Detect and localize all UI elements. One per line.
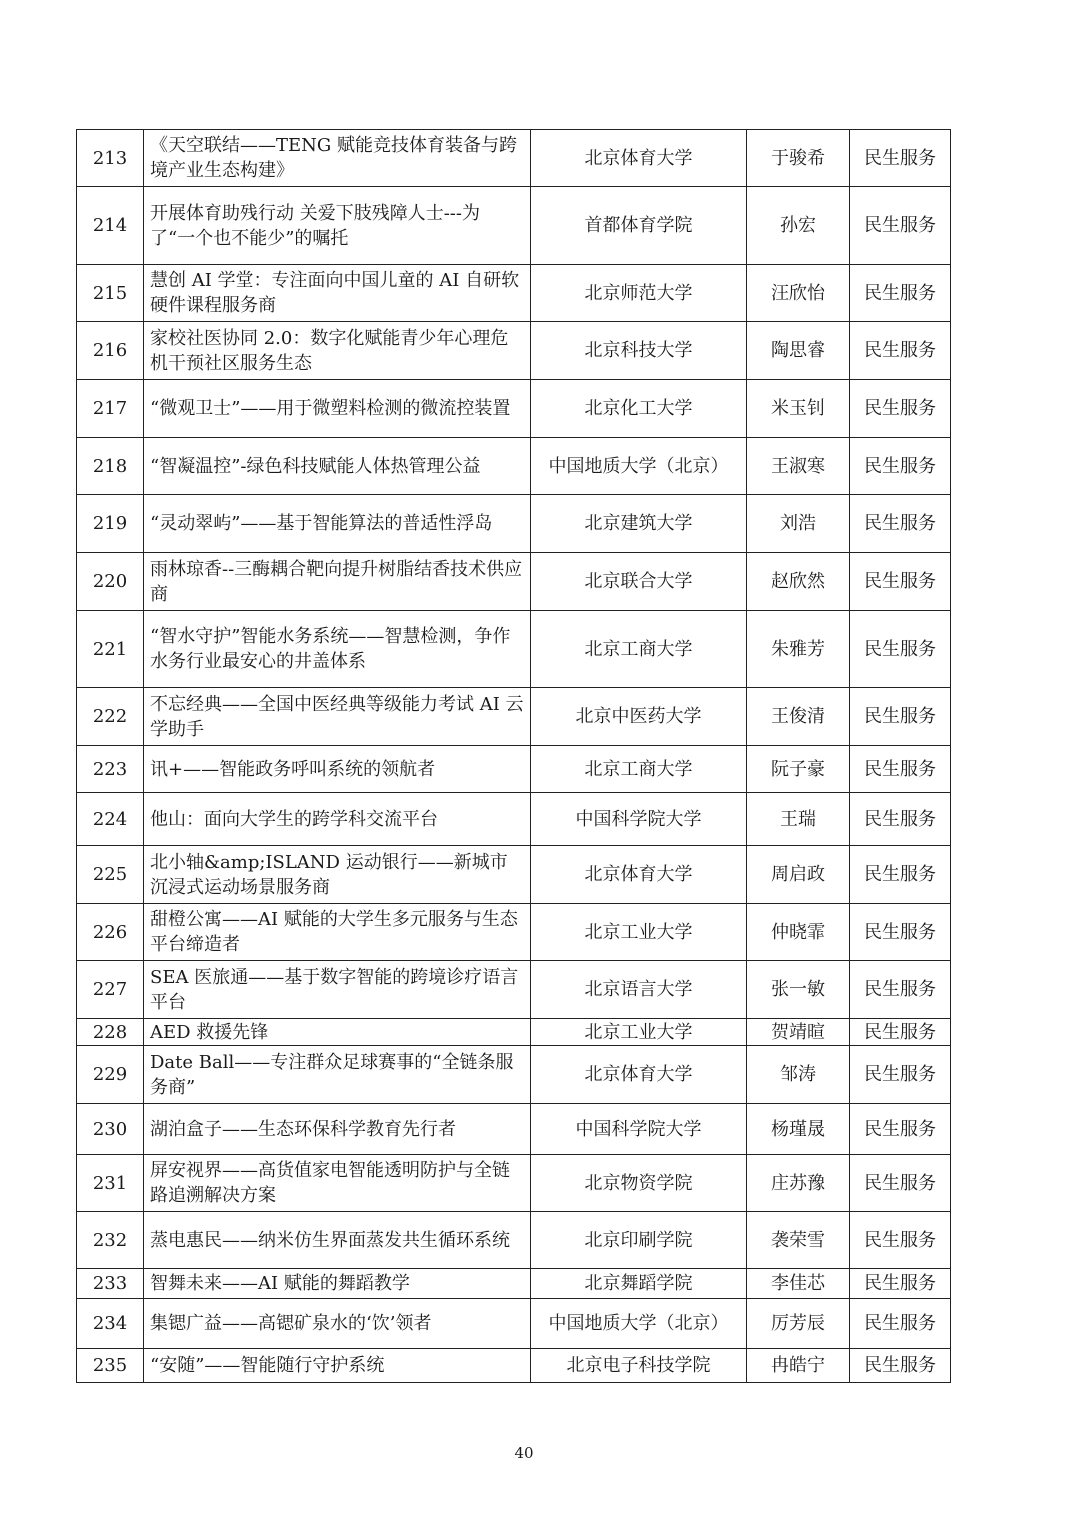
school-name: 北京电子科技学院	[531, 1349, 747, 1383]
category-label: 民生服务	[850, 611, 951, 688]
leader-name: 李佳芯	[747, 1269, 850, 1299]
row-number: 227	[77, 961, 144, 1019]
school-name: 中国地质大学（北京）	[531, 1299, 747, 1349]
project-name: 家校社医协同 2.0：数字化赋能青少年心理危机干预社区服务生态	[144, 322, 531, 380]
school-name: 北京物资学院	[531, 1155, 747, 1212]
category-label: 民生服务	[850, 1212, 951, 1269]
category-label: 民生服务	[850, 1104, 951, 1155]
project-name: 北小轴&amp;ISLAND 运动银行——新城市沉浸式运动场景服务商	[144, 846, 531, 904]
category-label: 民生服务	[850, 688, 951, 746]
leader-name: 厉芳辰	[747, 1299, 850, 1349]
project-name: “智凝温控”-绿色科技赋能人体热管理公益	[144, 438, 531, 495]
leader-name: 贺靖暄	[747, 1019, 850, 1046]
category-label: 民生服务	[850, 961, 951, 1019]
table-row	[77, 265, 951, 322]
school-name: 中国科学院大学	[531, 793, 747, 846]
project-name: AED 救援先锋	[144, 1019, 531, 1046]
project-name: 湖泊盒子——生态环保科学教育先行者	[144, 1104, 531, 1155]
project-name: SEA 医旅通——基于数字智能的跨境诊疗语言平台	[144, 961, 531, 1019]
table-row	[77, 1155, 951, 1212]
row-number: 218	[77, 438, 144, 495]
table-row	[77, 438, 951, 495]
project-name: 开展体育助残行动 关爱下肢残障人士---为了“一个也不能少”的嘱托	[144, 187, 531, 265]
row-number: 213	[77, 130, 144, 187]
row-number: 228	[77, 1019, 144, 1046]
leader-name: 仲晓霏	[747, 904, 850, 961]
leader-name: 孙宏	[747, 187, 850, 265]
leader-name: 张一敏	[747, 961, 850, 1019]
category-label: 民生服务	[850, 187, 951, 265]
school-name: 首都体育学院	[531, 187, 747, 265]
project-name: 屏安视界——高货值家电智能透明防护与全链路追溯解决方案	[144, 1155, 531, 1212]
category-label: 民生服务	[850, 746, 951, 793]
school-name: 北京联合大学	[531, 553, 747, 611]
row-number: 217	[77, 380, 144, 438]
table-row	[77, 688, 951, 746]
category-label: 民生服务	[850, 553, 951, 611]
school-name: 北京印刷学院	[531, 1212, 747, 1269]
table-row	[77, 495, 951, 553]
project-name: “灵动翠屿”——基于智能算法的普适性浮岛	[144, 495, 531, 553]
project-name: 雨林琼香--三酶耦合靶向提升树脂结香技术供应商	[144, 553, 531, 611]
school-name: 中国地质大学（北京）	[531, 438, 747, 495]
table-row	[77, 130, 951, 187]
leader-name: 阮子豪	[747, 746, 850, 793]
category-label: 民生服务	[850, 495, 951, 553]
project-name: 慧创 AI 学堂：专注面向中国儿童的 AI 自研软硬件课程服务商	[144, 265, 531, 322]
school-name: 北京工商大学	[531, 611, 747, 688]
row-number: 221	[77, 611, 144, 688]
table-row	[77, 1046, 951, 1104]
row-number: 231	[77, 1155, 144, 1212]
school-name: 北京师范大学	[531, 265, 747, 322]
row-number: 226	[77, 904, 144, 961]
leader-name: 周启政	[747, 846, 850, 904]
row-number: 234	[77, 1299, 144, 1349]
project-name: 集锶广益——高锶矿泉水的‘饮’领者	[144, 1299, 531, 1349]
row-number: 225	[77, 846, 144, 904]
project-name: “安随”——智能随行守护系统	[144, 1349, 531, 1383]
row-number: 232	[77, 1212, 144, 1269]
table-row	[77, 1212, 951, 1269]
leader-name: 米玉钊	[747, 380, 850, 438]
table-row	[77, 961, 951, 1019]
row-number: 215	[77, 265, 144, 322]
category-label: 民生服务	[850, 322, 951, 380]
category-label: 民生服务	[850, 793, 951, 846]
school-name: 中国科学院大学	[531, 1104, 747, 1155]
project-name: 智舞未来——AI 赋能的舞蹈教学	[144, 1269, 531, 1299]
category-label: 民生服务	[850, 380, 951, 438]
table-row	[77, 904, 951, 961]
table-row	[77, 846, 951, 904]
category-label: 民生服务	[850, 1046, 951, 1104]
row-number: 230	[77, 1104, 144, 1155]
leader-name: 邹涛	[747, 1046, 850, 1104]
leader-name: 王俊清	[747, 688, 850, 746]
leader-name: 陶思睿	[747, 322, 850, 380]
category-label: 民生服务	[850, 265, 951, 322]
project-table-body	[77, 130, 951, 1383]
project-name: 蒸电惠民——纳米仿生界面蒸发共生循环系统	[144, 1212, 531, 1269]
project-name: 讯+——智能政务呼叫系统的领航者	[144, 746, 531, 793]
school-name: 北京工商大学	[531, 746, 747, 793]
leader-name: 汪欣怡	[747, 265, 850, 322]
school-name: 北京中医药大学	[531, 688, 747, 746]
school-name: 北京工业大学	[531, 1019, 747, 1046]
leader-name: 朱雅芳	[747, 611, 850, 688]
category-label: 民生服务	[850, 1019, 951, 1046]
table-row	[77, 1269, 951, 1299]
row-number: 229	[77, 1046, 144, 1104]
leader-name: 杨瑾晟	[747, 1104, 850, 1155]
category-label: 民生服务	[850, 1349, 951, 1383]
school-name: 北京化工大学	[531, 380, 747, 438]
table-row	[77, 746, 951, 793]
leader-name: 庄苏豫	[747, 1155, 850, 1212]
category-label: 民生服务	[850, 904, 951, 961]
table-row	[77, 322, 951, 380]
row-number: 222	[77, 688, 144, 746]
row-number: 235	[77, 1349, 144, 1383]
leader-name: 袭荣雪	[747, 1212, 850, 1269]
row-number: 224	[77, 793, 144, 846]
project-name: 甜橙公寓——AI 赋能的大学生多元服务与生态平台缔造者	[144, 904, 531, 961]
school-name: 北京体育大学	[531, 130, 747, 187]
table-row	[77, 380, 951, 438]
row-number: 220	[77, 553, 144, 611]
row-number: 219	[77, 495, 144, 553]
leader-name: 刘浩	[747, 495, 850, 553]
row-number: 214	[77, 187, 144, 265]
category-label: 民生服务	[850, 130, 951, 187]
row-number: 223	[77, 746, 144, 793]
school-name: 北京建筑大学	[531, 495, 747, 553]
school-name: 北京体育大学	[531, 1046, 747, 1104]
leader-name: 冉皓宁	[747, 1349, 850, 1383]
project-name: 他山：面向大学生的跨学科交流平台	[144, 793, 531, 846]
table-row	[77, 793, 951, 846]
school-name: 北京语言大学	[531, 961, 747, 1019]
project-name: “微观卫士”——用于微塑料检测的微流控装置	[144, 380, 531, 438]
category-label: 民生服务	[850, 1155, 951, 1212]
table-row	[77, 553, 951, 611]
school-name: 北京体育大学	[531, 846, 747, 904]
school-name: 北京科技大学	[531, 322, 747, 380]
table-row	[77, 187, 951, 265]
project-name: Date Ball——专注群众足球赛事的“全链条服务商”	[144, 1046, 531, 1104]
category-label: 民生服务	[850, 438, 951, 495]
row-number: 233	[77, 1269, 144, 1299]
table-row	[77, 611, 951, 688]
leader-name: 于骏希	[747, 130, 850, 187]
table-row	[77, 1104, 951, 1155]
category-label: 民生服务	[850, 1269, 951, 1299]
leader-name: 赵欣然	[747, 553, 850, 611]
school-name: 北京舞蹈学院	[531, 1269, 747, 1299]
table-row	[77, 1349, 951, 1383]
table-row	[77, 1299, 951, 1349]
project-name: “智水守护”智能水务系统——智慧检测，争作水务行业最安心的井盖体系	[144, 611, 531, 688]
category-label: 民生服务	[850, 1299, 951, 1349]
project-name: 《天空联结——TENG 赋能竞技体育装备与跨境产业生态构建》	[144, 130, 531, 187]
project-name: 不忘经典——全国中医经典等级能力考试 AI 云学助手	[144, 688, 531, 746]
leader-name: 王淑寒	[747, 438, 850, 495]
category-label: 民生服务	[850, 846, 951, 904]
project-table	[76, 129, 951, 1383]
row-number: 216	[77, 322, 144, 380]
school-name: 北京工业大学	[531, 904, 747, 961]
leader-name: 王瑞	[747, 793, 850, 846]
page-number: 40	[514, 1444, 534, 1462]
table-row	[77, 1019, 951, 1046]
